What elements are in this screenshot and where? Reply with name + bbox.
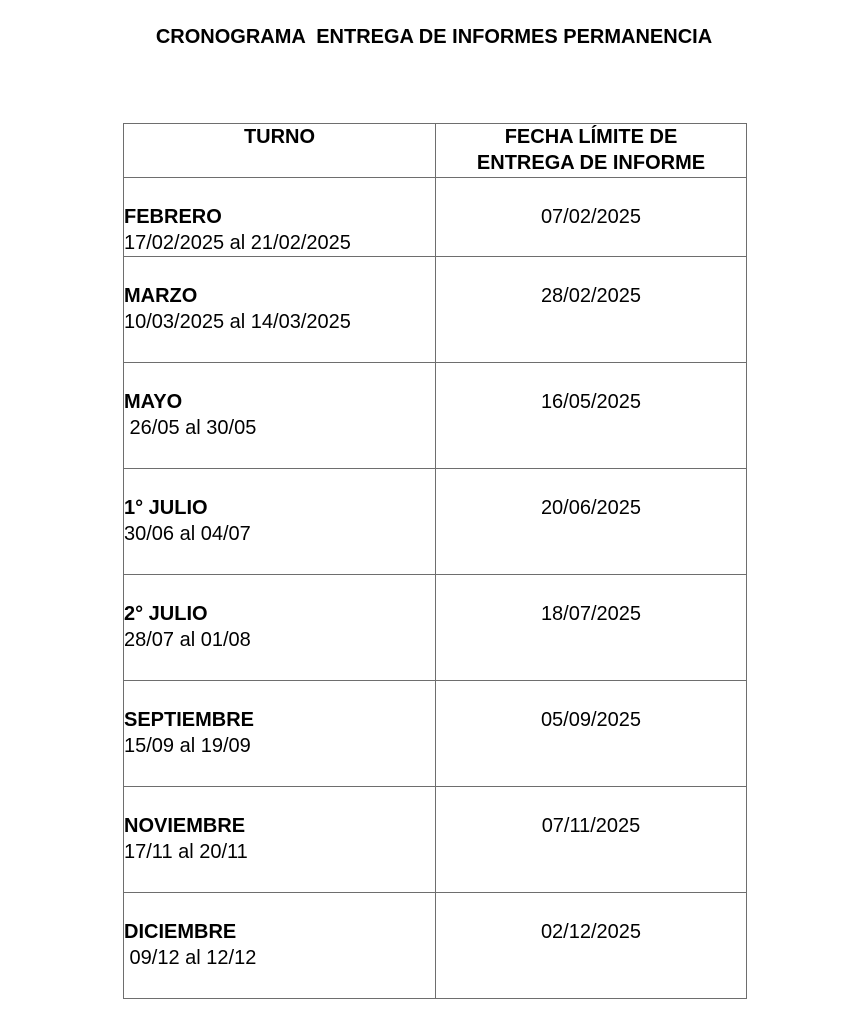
- fecha-limite-cell: 02/12/2025: [436, 893, 747, 999]
- turno-header-label: TURNO: [243, 126, 316, 148]
- fecha-limite-cell: 18/07/2025: [436, 575, 747, 681]
- turno-cell: [124, 178, 436, 257]
- turno-cell: [124, 575, 436, 681]
- fecha-limite-cell: 20/06/2025: [436, 469, 747, 575]
- fecha-limite-cell: 07/11/2025: [436, 787, 747, 893]
- turno-name: FEBRERO: [124, 206, 222, 228]
- table-row: [124, 363, 747, 469]
- table-row: [124, 575, 747, 681]
- turno-date-range: 10/03/2025 al 14/03/2025: [124, 311, 351, 333]
- fecha-limite-cell: 16/05/2025: [436, 363, 747, 469]
- turno-name: 1° JULIO: [124, 497, 208, 519]
- turno-cell: [124, 363, 436, 469]
- fecha-limite-header: [436, 124, 747, 178]
- turno-date-range: 15/09 al 19/09: [124, 735, 251, 757]
- table-row: [124, 787, 747, 893]
- turno-cell: [124, 681, 436, 787]
- turno-cell: [124, 257, 436, 363]
- table-row: [124, 893, 747, 999]
- table-header-row: [124, 124, 747, 178]
- schedule-table: [123, 123, 747, 999]
- turno-date-range: 28/07 al 01/08: [124, 629, 251, 651]
- table-row: [124, 469, 747, 575]
- document-title: CRONOGRAMA ENTREGA DE INFORMES PERMANENCIA: [155, 26, 713, 48]
- turno-name: SEPTIEMBRE: [124, 709, 255, 731]
- table-row: [124, 257, 747, 363]
- turno-name: DICIEMBRE: [124, 921, 237, 943]
- turno-name: MAYO: [124, 391, 183, 413]
- turno-date-range: 17/11 al 20/11: [124, 841, 248, 863]
- turno-name: NOVIEMBRE: [124, 815, 246, 837]
- table-row: [124, 681, 747, 787]
- fecha-header-line-2: ENTREGA DE INFORME: [476, 152, 706, 174]
- fecha-limite-cell: 05/09/2025: [436, 681, 747, 787]
- turno-date-range: 17/02/2025 al 21/02/2025: [124, 232, 351, 254]
- table-row: [124, 178, 747, 257]
- fecha-header-line-1: FECHA LÍMITE DE: [504, 126, 678, 148]
- turno-date-range: 30/06 al 04/07: [124, 523, 251, 545]
- turno-header: [124, 124, 436, 178]
- turno-cell: [124, 893, 436, 999]
- turno-cell: [124, 787, 436, 893]
- fecha-limite-cell: 28/02/2025: [436, 257, 747, 363]
- fecha-limite-cell: 07/02/2025: [436, 178, 747, 257]
- turno-name: 2° JULIO: [124, 603, 208, 625]
- turno-cell: [124, 469, 436, 575]
- turno-date-range: 09/12 al 12/12: [124, 947, 257, 969]
- turno-name: MARZO: [124, 285, 198, 307]
- turno-date-range: 26/05 al 30/05: [124, 417, 257, 439]
